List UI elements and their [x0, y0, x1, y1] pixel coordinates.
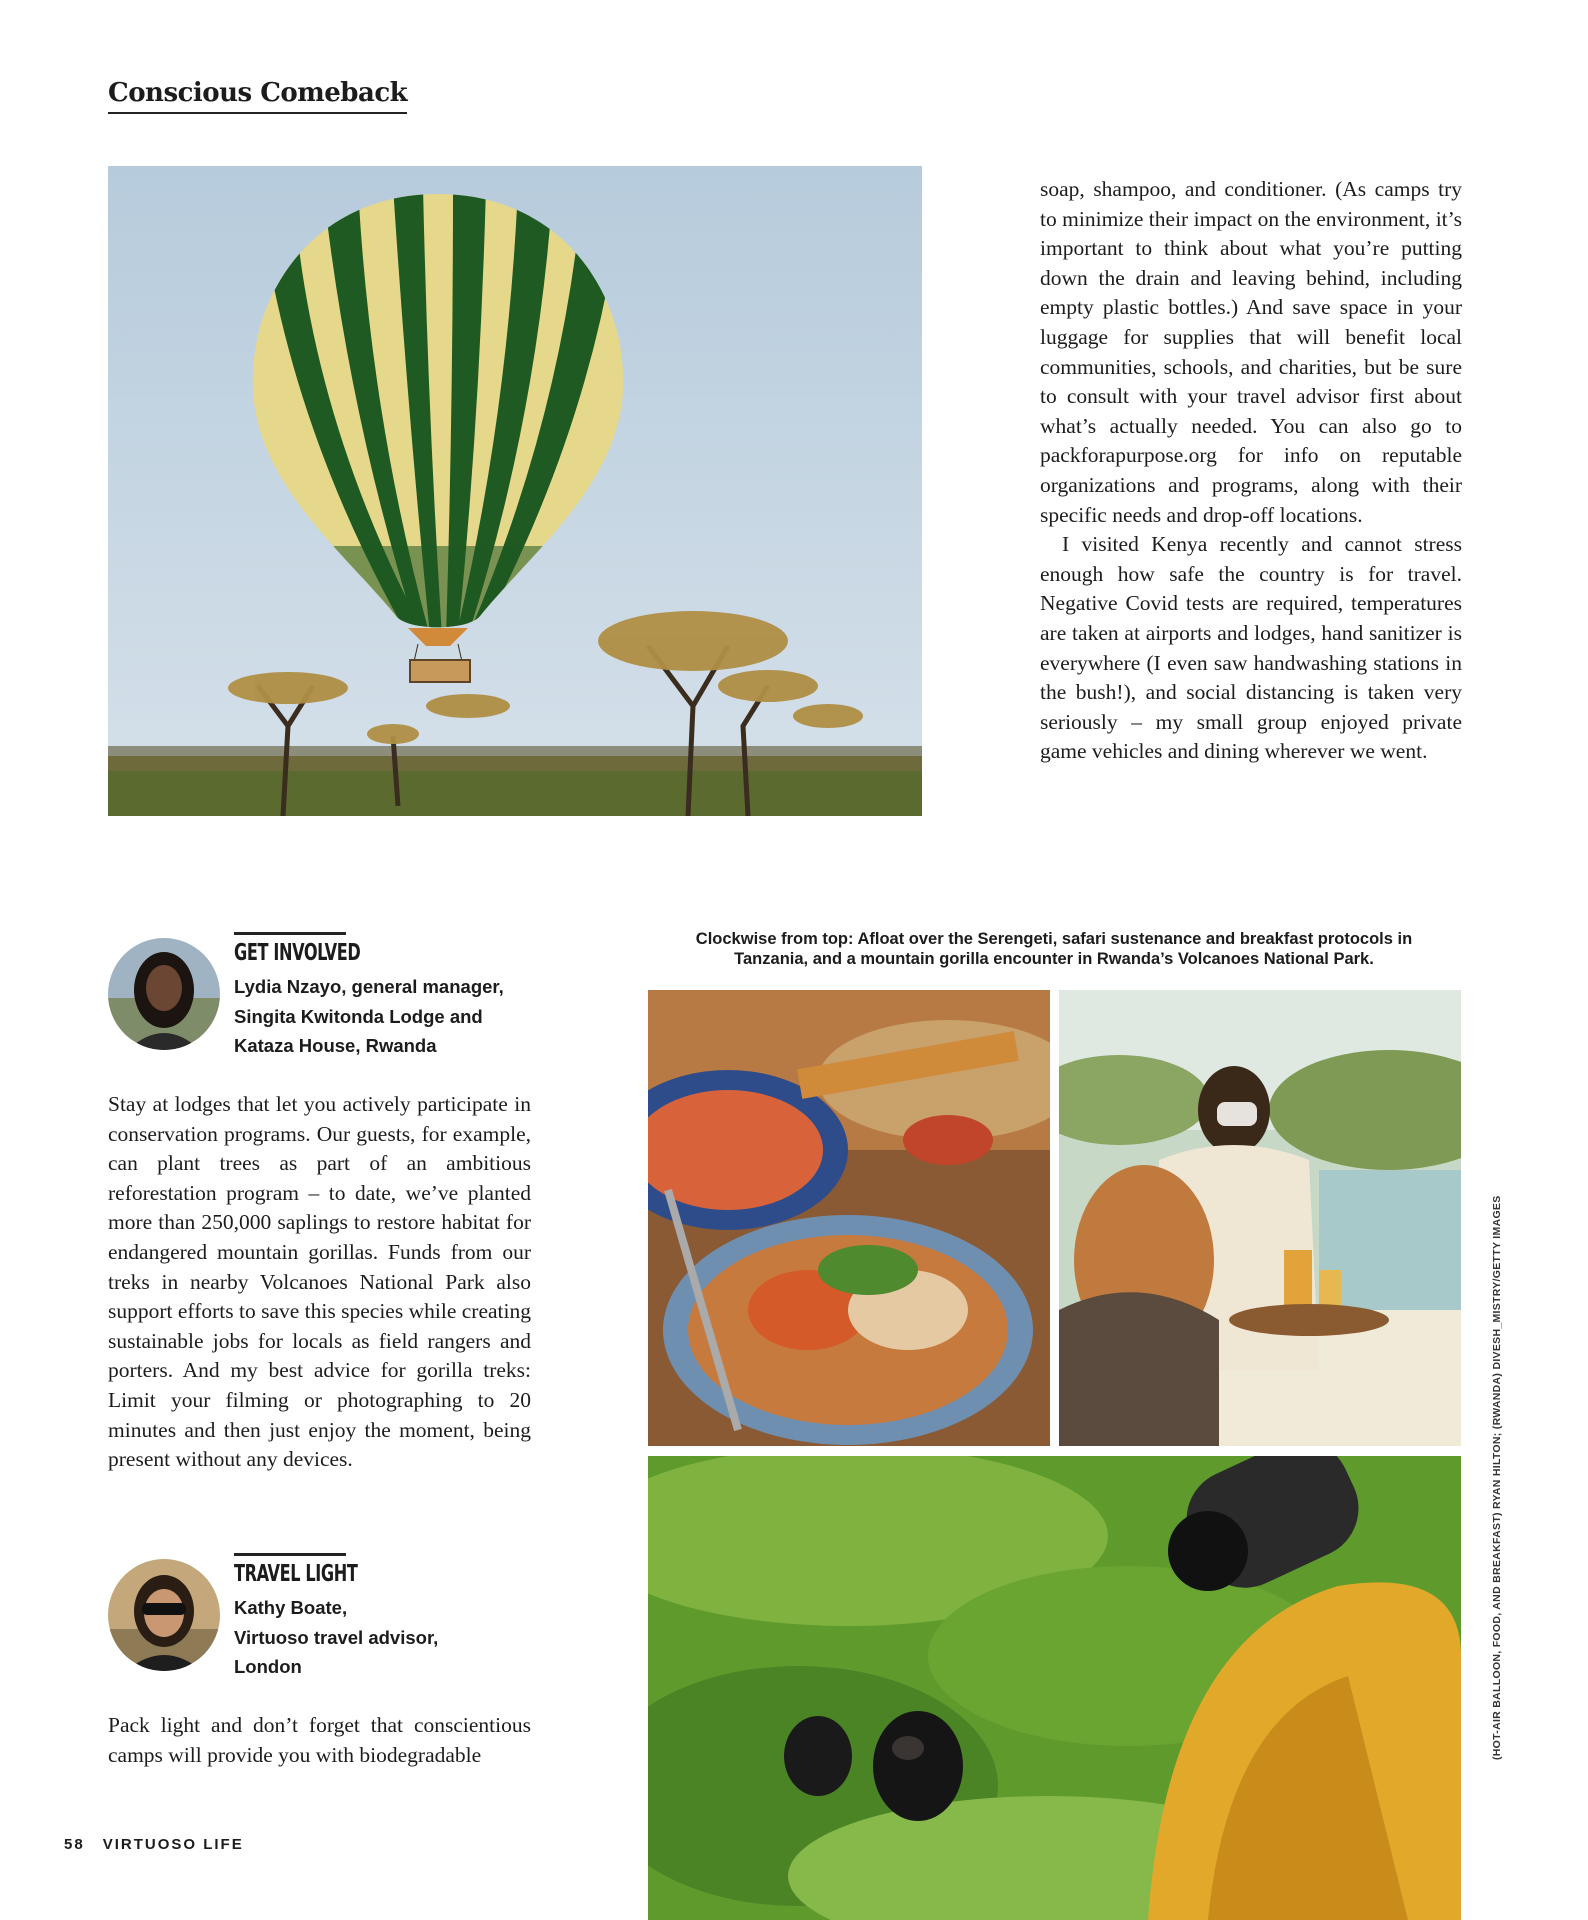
page-number: 58	[64, 1836, 85, 1853]
paragraph: Stay at lodges that let you actively participate in conservation programs. Our guests, for example, can plant trees as part of an ambitious reforestation program – to date, we’ve planted more than 250,000 saplings to restore habitat for endangered mountain gorillas. Funds from our treks in nearby Volcanoes National Park also support efforts to save this species while creating sustainable jobs for locals as field rangers and porters. And my best advice for gorilla treks: Limit your filming or photographing to 20 minutes and then just enjoy the moment, being present without any devices.	[108, 1092, 531, 1472]
byline-line: London	[234, 1656, 302, 1677]
right-column-text	[1040, 175, 1462, 767]
photo-caption	[650, 929, 1458, 969]
byline-line: Lydia Nzayo, general manager,	[234, 976, 504, 997]
byline-line: Kataza House, Rwanda	[234, 1035, 437, 1056]
section-title: Conscious Comeback	[108, 78, 407, 114]
paragraph: I visited Kenya recently and cannot stress enough how safe the country is for travel. Negative Covid tests are required, temperatures are taken at airports and lodges, hand sanitizer is everywhere (I even saw handwashing stations in the bush!), and social distancing is taken very seriously – my small group enjoyed private game vehicles and dining wherever we went.	[1040, 532, 1462, 764]
hot-air-balloon-photo	[108, 166, 922, 816]
avatar	[108, 938, 220, 1050]
contributor-byline	[234, 1593, 554, 1682]
byline-line: Virtuoso travel advisor,	[234, 1626, 439, 1648]
caption-line-1: Clockwise from top: Afloat over the Serengeti, safari sustenance and breakfast protocols in	[695, 930, 1413, 948]
get-involved-kicker: GET INVOLVED	[234, 940, 361, 966]
photo-credit: (HOT-AIR BALLOON, FOOD, AND BREAKFAST) RYAN HILTON; (RWANDA) DIVESH_MISTRY/GETTY IMAGES	[1491, 1195, 1503, 1760]
byline-line: Kathy Boate,	[234, 1597, 348, 1618]
kicker-rule	[234, 932, 346, 935]
food-photo	[648, 990, 1050, 1446]
byline-line: Singita Kwitonda Lodge and	[234, 1005, 483, 1027]
paragraph: soap, shampoo, and conditioner. (As camps try to minimize their impact on the environment, it’s important to think about what you’re putting down the drain and leaving behind, including empty plastic bottles.) And save space in your luggage for supplies that will benefit local communities, schools, and charities, but be sure to consult with your travel advisor first about what’s actually needed. You can also go to packforapurpose.org for info on reputable organizations and programs, along with their specific needs and drop-off locations.	[1040, 177, 1462, 527]
kicker-rule	[234, 1553, 346, 1556]
caption-line-2: Tanzania, and a mountain gorilla encounter in Rwanda’s Volcanoes National Park.	[734, 950, 1374, 968]
avatar	[108, 1559, 220, 1671]
breakfast-photo	[1059, 990, 1461, 1446]
page-footer	[64, 1836, 262, 1853]
paragraph: Pack light and don’t forget that conscientious camps will provide you with biodegradable	[108, 1713, 531, 1767]
travel-light-kicker: TRAVEL LIGHT	[234, 1561, 358, 1587]
contributor-1-text	[108, 1090, 531, 1475]
contributor-byline	[234, 972, 554, 1061]
publication-name: VIRTUOSO LIFE	[102, 1836, 244, 1853]
gorilla-photo	[648, 1456, 1461, 1920]
contributor-2-text	[108, 1711, 531, 1770]
